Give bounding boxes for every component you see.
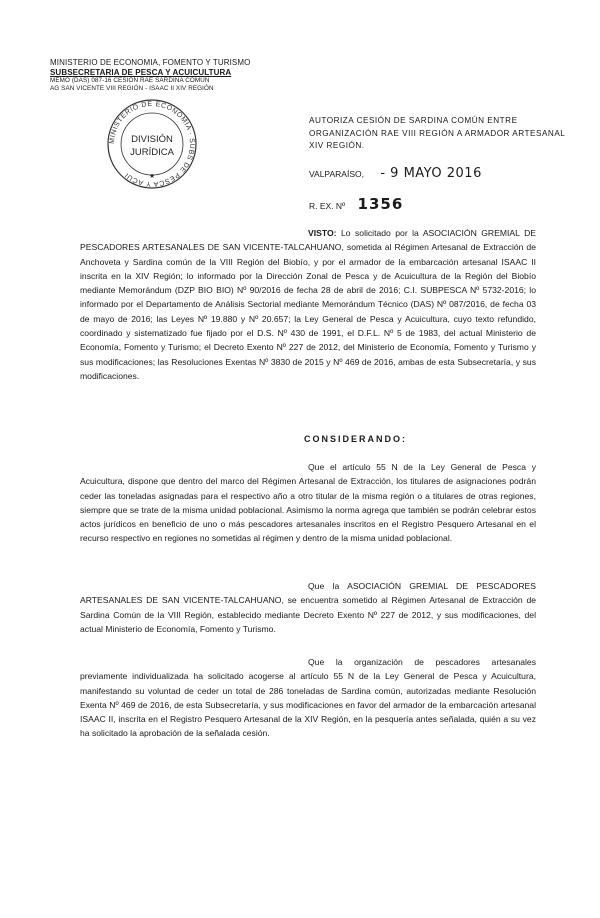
stamped-date: - 9 MAYO 2016 bbox=[380, 166, 482, 181]
rex-label: R. EX. Nº bbox=[309, 201, 346, 211]
stamp-line-1: DIVISIÓN bbox=[131, 134, 173, 145]
visto-label: VISTO: bbox=[308, 228, 337, 238]
ministry-name: MINISTERIO DE ECONOMIA, FOMENTO Y TURISMO bbox=[50, 58, 251, 67]
memo-reference-line-1: MEMO (DAS) 087-16 CESION RAE SARDINA COMÚN bbox=[50, 77, 210, 84]
stamp-outer-text: MINISTERIO DE ECONOMIA · SUBS DE PESCA Y ACUI bbox=[108, 100, 196, 188]
paragraph-3-text: Que la organización de pescadores artesanales previamente individualizada ha solicitado acogerse al artículo 55 N de la Ley General de Pesca y Acuicultura, manifestando su voluntad de ceder un total de 286 toneladas de Sardina común, autorizadas mediante Resolución Exenta Nº 469 de 2016, de esta Subsecretaría, y sus modificaciones en favor del armador de la embarcación artesanal ISAAC II, inscrita en el Registro Pesquero Artesanal de la XIV Región, en la pesquería antes señalada, quién a su vez ha solicitado la aprobación de la señalada cesión. bbox=[80, 657, 536, 739]
considerando-paragraph-2 bbox=[80, 579, 536, 636]
rex-number: 1356 bbox=[357, 195, 404, 213]
division-juridica-stamp bbox=[104, 96, 200, 192]
resolution-title: AUTORIZA CESIÓN DE SARDINA COMÚN ENTRE ORGANIZACIÓN RAE VIII REGIÓN A ARMADOR ARTESANAL XIV REGIÓN. bbox=[309, 116, 566, 150]
paragraph-2-text: Que la ASOCIACIÓN GREMIAL DE PESCADORES ARTESANALES DE SAN VICENTE-TALCAHUANO, se encuentra sometido al Régimen Artesanal de Extracción de Sardina Común de la VIII Región, establecido mediante Decreto Exento Nº 227 de 2012, y sus modificaciones, del actual Ministerio de Economía, Fomento y Turismo. bbox=[80, 581, 536, 634]
letterhead bbox=[50, 58, 250, 93]
memo-reference-line-2: AG SAN VICENTE VIII REGIÓN - ISAAC II XIV REGIÓN bbox=[50, 85, 214, 92]
visto-paragraph bbox=[80, 226, 536, 383]
stamp-line-2: JURÍDICA bbox=[130, 147, 174, 158]
considerando-heading: CONSIDERANDO: bbox=[304, 434, 408, 444]
considerando-paragraph-1 bbox=[80, 460, 536, 546]
visto-text: Lo solicitado por la ASOCIACIÓN GREMIAL DE PESCADORES ARTESANALES DE SAN VICENTE-TALCAHUANO, sometida al Régimen Artesanal de Extracción de Anchoveta y Sardina común de la VIII Región del Biobío, y por el armador de la embarcación artesanal ISAAC II inscrita en la XIV Región; lo informado por la Dirección Zonal de Pesca y de Acuicultura de la Región del Biobío mediante Memorándum (DZP BIO BIO) Nº 90/2016 de fecha 28 de abril de 2016; C.I. SUBPESCA Nº 5732-2016; lo informado por el Departamento de Análisis Sectorial mediante Memorándum Técnico (DAS) Nº 087/2016, de fecha 03 de mayo de 2016; las Leyes Nº 19.880 y Nº 20.657; la Ley General de Pesca y Acuicultura, cuyo texto refundido, coordinado y sistematizado fue fijado por el D.S. Nº 430 de 1991, el D.F.L. Nº 5 de 1983, del actual Ministerio de Economía, Fomento y Turismo; el Decreto Exento Nº 227 de 2012, del Ministerio de Economía, Fomento y Turismo y sus modificaciones; las Resoluciones Exentas Nº 3830 de 2015 y Nº 469 de 2016, ambas de esta Subsecretaría, y sus modificaciones. bbox=[80, 228, 537, 381]
resolution-number-line bbox=[309, 195, 403, 213]
place-label: VALPARAÍSO, bbox=[309, 169, 364, 179]
considerando-paragraph-3 bbox=[80, 655, 536, 741]
date-line bbox=[309, 166, 482, 181]
subsecretaria-name: SUBSECRETARIA DE PESCA Y ACUICULTURA bbox=[50, 67, 232, 77]
stamp-star-icon: ★ bbox=[148, 172, 156, 180]
paragraph-1-text: Que el artículo 55 N de la Ley General de Pesca y Acuicultura, dispone que dentro del marco del Régimen Artesanal de Extracción, los titulares de asignaciones podrán ceder las toneladas asignadas para el respectivo año a otro titular de la misma región o a titulares de otras regiones, siempre que se trate de la misma unidad poblacional. Asimismo la norma agrega que también se podrán celebrar estos actos jurídicos en beneficio de uno o más pescadores artesanales inscritos en el Registro Pesquero Artesanal en el recurso respectivo en regiones no sometidas al régimen y dentro de la misma unidad poblacional. bbox=[80, 462, 536, 544]
